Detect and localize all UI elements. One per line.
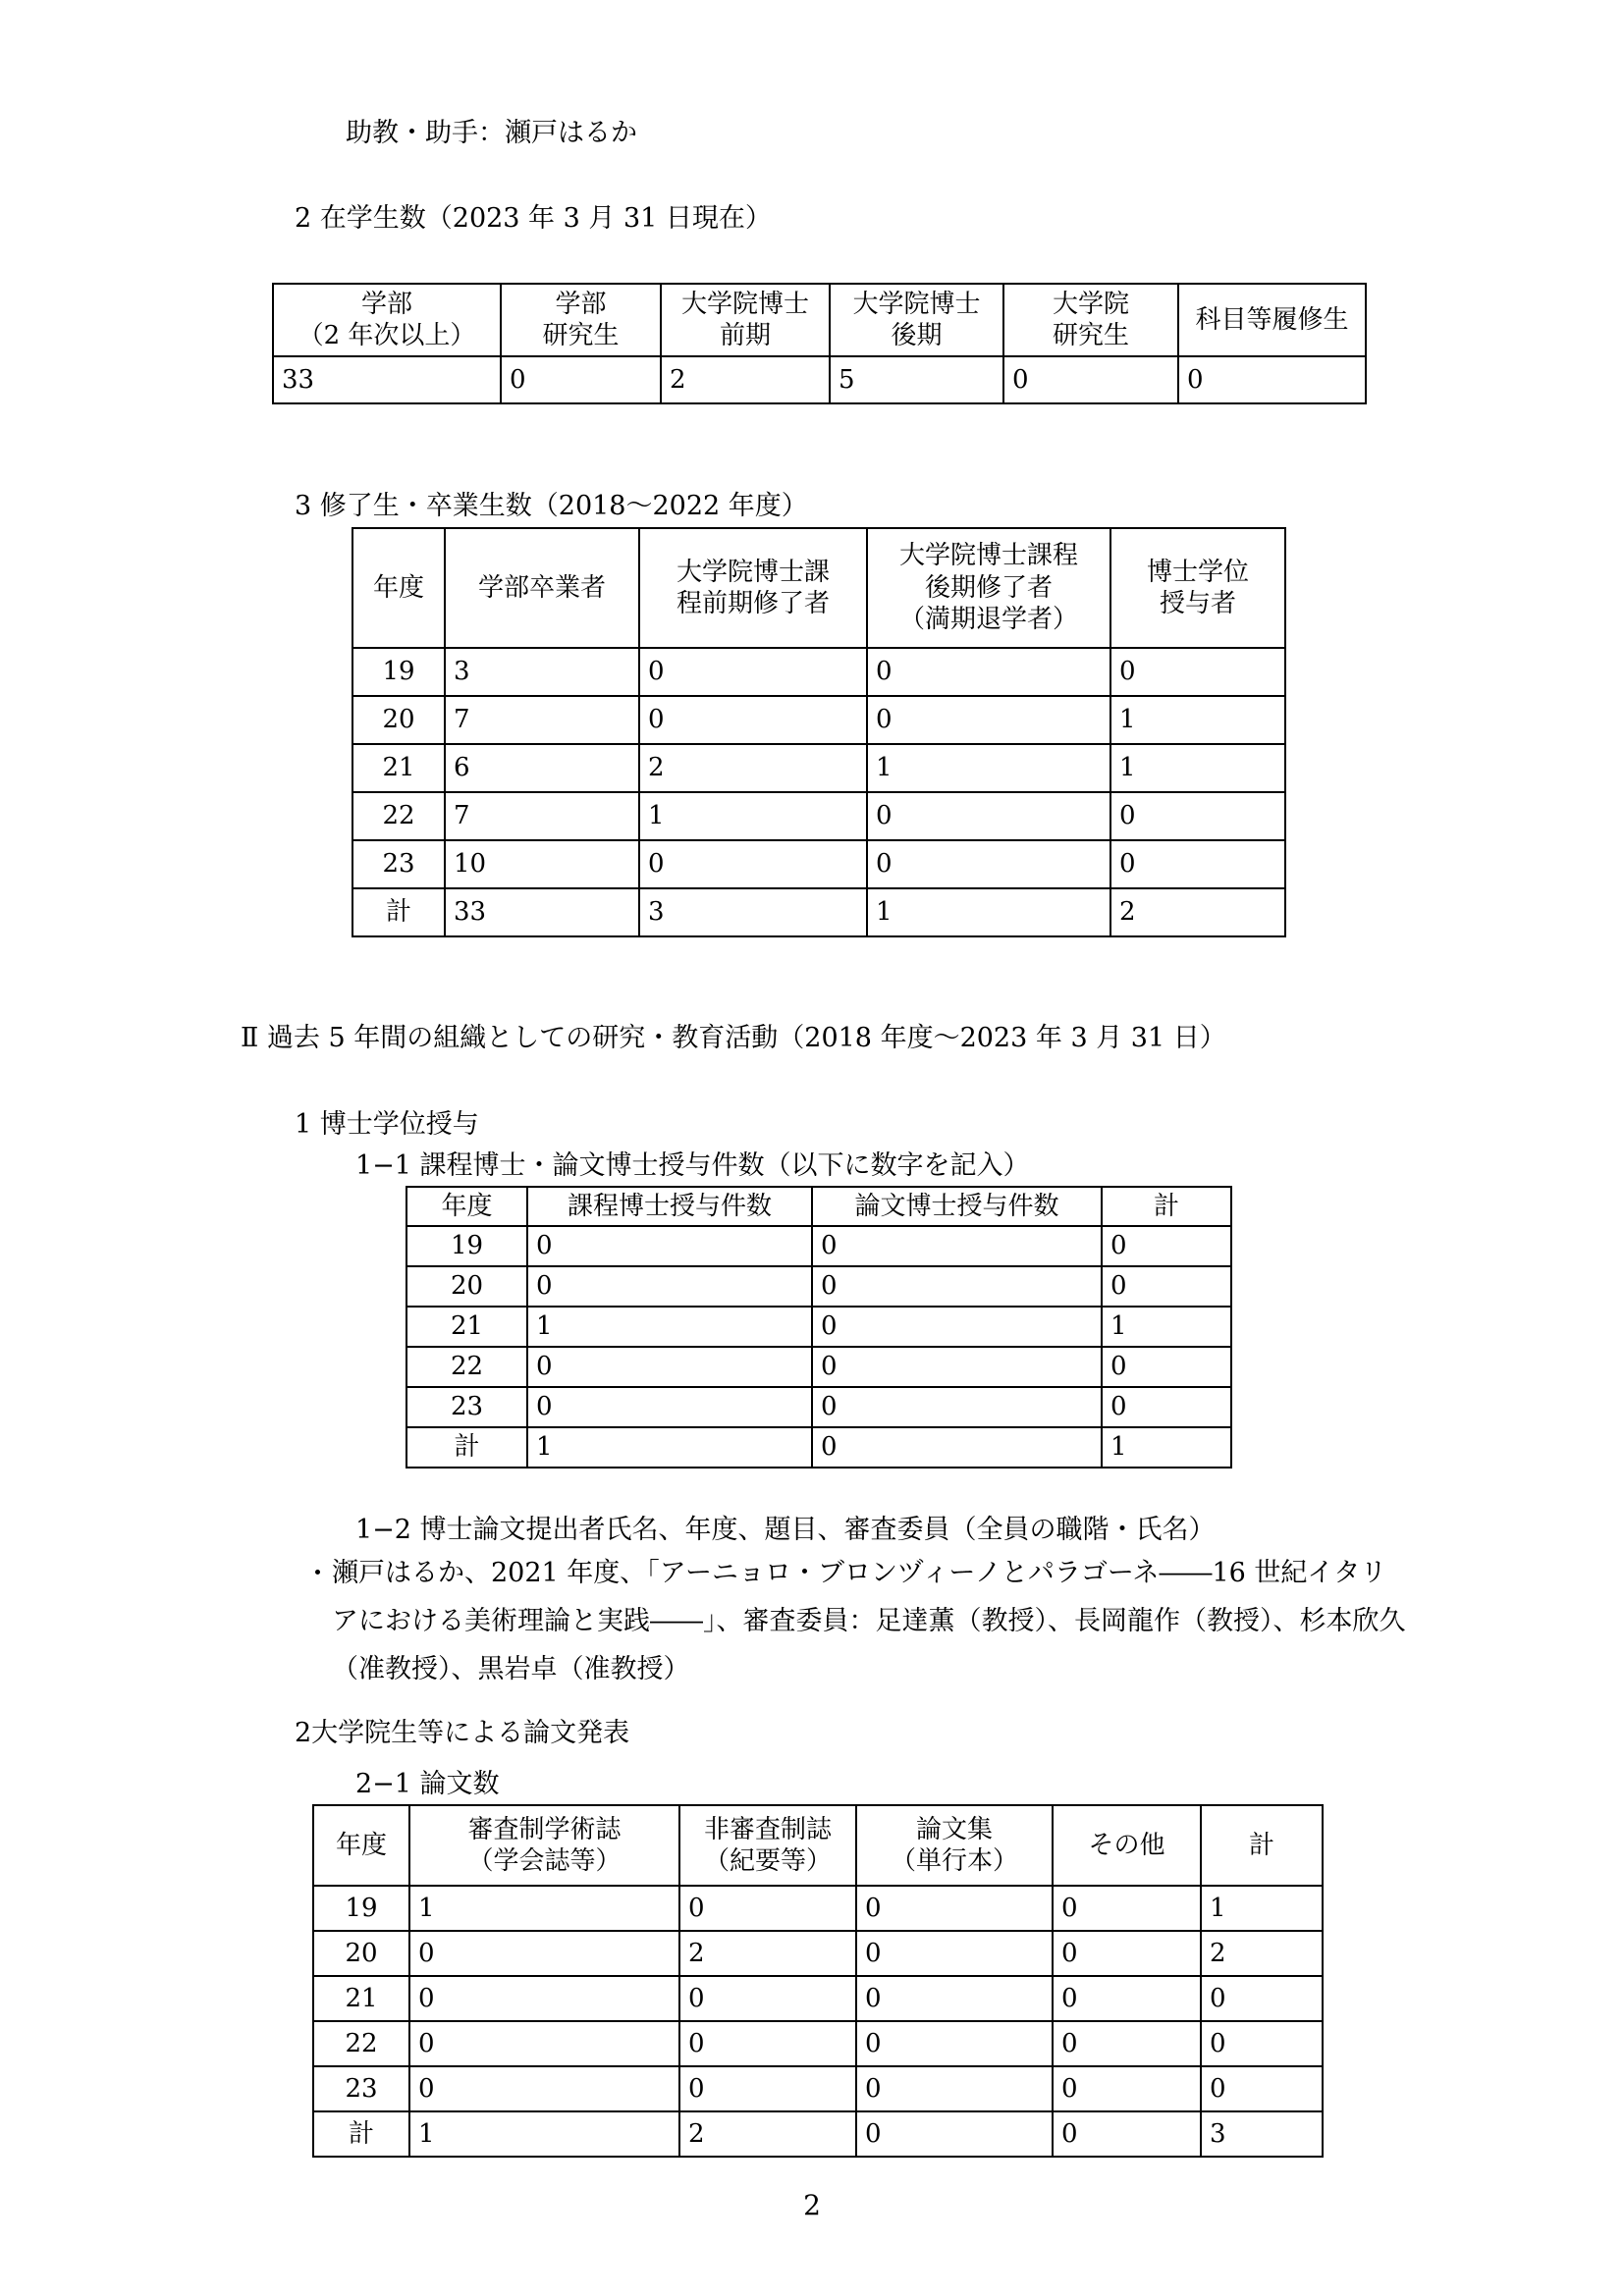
enrollment-header: 大学院 研究生 [1003,284,1178,356]
table-cell: 0 [812,1266,1102,1307]
total-row [313,2111,1323,2157]
table-cell: 1 [1201,1886,1323,1931]
papers-header: 計 [1201,1805,1323,1886]
table-cell: 1 [867,744,1110,792]
enrollment-value-row [273,356,1366,403]
table-cell: 0 [639,696,867,744]
table-cell: 10 [445,840,639,888]
doctoral-header: 論文博士授与件数 [812,1187,1102,1226]
table-cell: 0 [527,1266,812,1307]
year-cell: 22 [352,792,445,840]
table-cell: 1 [867,888,1110,936]
staff-line: 助教・助手：瀬戸はるか [346,118,637,148]
year-cell: 計 [406,1427,527,1468]
year-cell: 19 [352,648,445,696]
table-cell: 1 [527,1427,812,1468]
table-cell: 6 [445,744,639,792]
table-cell: 0 [1102,1266,1231,1307]
total-row [352,888,1285,936]
table-cell: 1 [1110,744,1285,792]
table-cell: 0 [1102,1387,1231,1427]
table-cell: 0 [812,1347,1102,1387]
table-cell: 0 [856,2021,1053,2066]
papers-table [312,1804,1324,2158]
graduates-header: 大学院博士課 程前期修了者 [639,528,867,648]
enrollment-table [272,283,1367,404]
table-cell: 0 [1110,648,1285,696]
year-cell: 計 [352,888,445,936]
papers-header: 論文集 （単行本） [856,1805,1053,1886]
papers-header: 非審査制誌 （紀要等） [679,1805,856,1886]
enrollment-header: 学部 研究生 [501,284,661,356]
table-cell: 3 [1201,2111,1323,2157]
bullet-marker: ・ [304,1559,331,1589]
enrollment-cell: 2 [661,356,830,403]
table-cell: 0 [1053,1931,1201,1976]
table-cell: 3 [639,888,867,936]
table-cell: 0 [1053,2111,1201,2157]
section2-heading: 2 在学生数（2023 年 3 月 31 日現在） [295,203,772,234]
total-row [406,1427,1231,1468]
year-cell: 23 [406,1387,527,1427]
table-row [406,1387,1231,1427]
table-cell: 0 [527,1347,812,1387]
papers-header: 審査制学術誌 （学会誌等） [409,1805,679,1886]
section3-heading: 3 修了生・卒業生数（2018～2022 年度） [295,491,808,521]
dissertation-entry: 瀬戸はるか、2021 年度、「アーニョロ・ブロンヅィーノとパラゴーネ――16 世紀イタリアにおける美術理論と実践――」、審査委員：足達薫（教授）、長岡龍作（教授）、杉本欣久（准教授）、黒岩卓（准教授） [332,1558,1406,1684]
table-cell: 33 [445,888,639,936]
year-cell: 23 [352,840,445,888]
table-row [313,2021,1323,2066]
table-cell: 0 [1053,2021,1201,2066]
table-cell: 0 [856,2111,1053,2157]
page-number: 2 [803,2189,821,2221]
year-cell: 19 [406,1226,527,1266]
table-cell: 0 [1102,1226,1231,1266]
table-row [313,2066,1323,2111]
table-row [352,744,1285,792]
enrollment-cell: 0 [1003,356,1178,403]
table-cell: 0 [867,696,1110,744]
table-row [406,1226,1231,1266]
table-cell: 0 [856,1976,1053,2021]
year-cell: 19 [313,1886,409,1931]
table-cell: 0 [679,2066,856,2111]
table-cell: 0 [409,2021,679,2066]
graduates-header: 博士学位 授与者 [1110,528,1285,648]
table-cell: 1 [409,1886,679,1931]
enrollment-cell: 0 [501,356,661,403]
table-cell: 0 [1110,840,1285,888]
table-cell: 3 [445,648,639,696]
year-cell: 23 [313,2066,409,2111]
enrollment-cell: 33 [273,356,501,403]
section-2-heading: 2大学院生等による論文発表 [295,1718,630,1748]
doctoral-header: 計 [1102,1187,1231,1226]
table-cell: 0 [1201,2021,1323,2066]
year-cell: 21 [352,744,445,792]
section-1-1-heading: 1−1 課程博士・論文博士授与件数（以下に数字を記入） [355,1150,1030,1181]
table-row [313,1931,1323,1976]
enrollment-cell: 5 [830,356,1003,403]
table-row [406,1307,1231,1347]
table-cell: 0 [1053,1886,1201,1931]
enrollment-header: 学部 （2 年次以上） [273,284,501,356]
table-cell: 2 [679,2111,856,2157]
enrollment-header: 大学院博士 後期 [830,284,1003,356]
year-cell: 20 [352,696,445,744]
table-cell: 0 [867,792,1110,840]
table-cell: 0 [1053,2066,1201,2111]
papers-header-row [313,1805,1323,1886]
graduates-header: 年度 [352,528,445,648]
section-1-heading: 1 博士学位授与 [295,1109,479,1140]
table-row [352,648,1285,696]
year-cell: 20 [313,1931,409,1976]
table-cell: 0 [856,1886,1053,1931]
table-cell: 1 [1102,1307,1231,1347]
part2-heading: Ⅱ 過去 5 年間の組織としての研究・教育活動（2018 年度～2023 年 3 月 31 日） [241,1023,1226,1053]
table-cell: 0 [639,648,867,696]
table-row [406,1347,1231,1387]
graduates-header: 大学院博士課程 後期修了者 （満期退学者） [867,528,1110,648]
doctoral-header: 課程博士授与件数 [527,1187,812,1226]
papers-header: 年度 [313,1805,409,1886]
table-cell: 0 [1110,792,1285,840]
table-cell: 0 [812,1427,1102,1468]
table-row [406,1266,1231,1307]
papers-header: その他 [1053,1805,1201,1886]
table-cell: 0 [679,2021,856,2066]
table-cell: 0 [1102,1347,1231,1387]
section-1-2-heading: 1−2 博士論文提出者氏名、年度、題目、審査委員（全員の職階・氏名） [355,1515,1216,1545]
graduates-header-row [352,528,1285,648]
table-cell: 0 [409,1931,679,1976]
year-cell: 22 [313,2021,409,2066]
year-cell: 21 [406,1307,527,1347]
table-cell: 0 [409,1976,679,2021]
table-cell: 2 [1201,1931,1323,1976]
table-cell: 1 [1102,1427,1231,1468]
table-cell: 0 [856,1931,1053,1976]
table-cell: 0 [527,1226,812,1266]
table-cell: 1 [1110,696,1285,744]
table-row [313,1976,1323,2021]
table-cell: 0 [1053,1976,1201,2021]
enrollment-cell: 0 [1178,356,1366,403]
table-cell: 7 [445,696,639,744]
enrollment-header: 科目等履修生 [1178,284,1366,356]
enrollment-header-row [273,284,1366,356]
table-cell: 2 [1110,888,1285,936]
table-cell: 1 [527,1307,812,1347]
table-cell: 0 [1201,1976,1323,2021]
year-cell: 22 [406,1347,527,1387]
table-cell: 0 [679,1886,856,1931]
table-cell: 0 [856,2066,1053,2111]
table-cell: 0 [639,840,867,888]
table-cell: 0 [1201,2066,1323,2111]
doctoral-degree-table [406,1186,1232,1468]
table-cell: 0 [679,1976,856,2021]
year-cell: 21 [313,1976,409,2021]
table-cell: 0 [812,1307,1102,1347]
table-cell: 0 [867,840,1110,888]
doctoral-header: 年度 [406,1187,527,1226]
doctoral-header-row [406,1187,1231,1226]
table-row [352,840,1285,888]
table-cell: 0 [527,1387,812,1427]
table-row [313,1886,1323,1931]
table-cell: 1 [639,792,867,840]
year-cell: 計 [313,2111,409,2157]
graduates-table [352,527,1286,937]
table-cell: 0 [867,648,1110,696]
table-cell: 0 [409,2066,679,2111]
table-row [352,792,1285,840]
section-2-1-heading: 2−1 論文数 [355,1769,500,1799]
table-cell: 1 [409,2111,679,2157]
enrollment-header: 大学院博士 前期 [661,284,830,356]
year-cell: 20 [406,1266,527,1307]
table-cell: 7 [445,792,639,840]
graduates-header: 学部卒業者 [445,528,639,648]
table-cell: 2 [679,1931,856,1976]
table-cell: 0 [812,1226,1102,1266]
table-row [352,696,1285,744]
table-cell: 0 [812,1387,1102,1427]
table-cell: 2 [639,744,867,792]
